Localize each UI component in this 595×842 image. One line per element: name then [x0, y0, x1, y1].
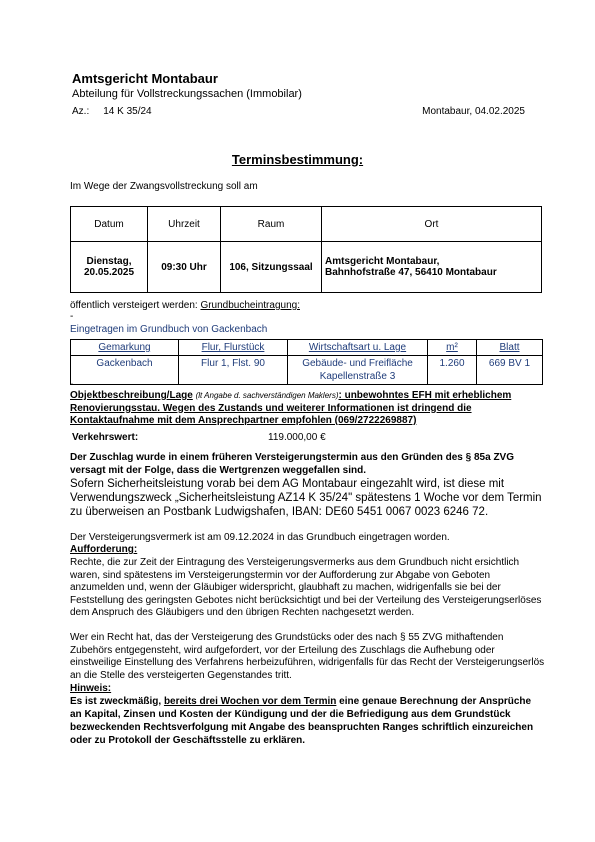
termin-date — [71, 242, 148, 293]
grundbuch-row — [71, 356, 543, 385]
page-title: Terminsbestimmung: — [231, 152, 364, 167]
header-blatt: Blatt — [477, 340, 543, 356]
hinweis-heading — [70, 683, 545, 696]
objektbeschreibung — [70, 390, 545, 428]
cell-flur: Flur 1, Flst. 90 — [179, 356, 288, 385]
termin-ort — [322, 242, 542, 293]
grundbuch-table — [70, 339, 543, 385]
vermerk-text: Der Versteigerungsvermerk ist am 09.12.2024 in das Grundbuch eingetragen worden. — [70, 532, 450, 543]
termin-header-row — [71, 207, 542, 242]
header-m2: m² — [428, 340, 477, 356]
verkehrswert-label: Verkehrswert: — [72, 432, 139, 443]
hinweis-title: Hinweis: — [70, 683, 112, 694]
date-value: 20.05.2025 — [83, 267, 135, 278]
aufforderung-title: Aufforderung: — [70, 544, 138, 555]
wirtschaftsart-type: Gebäude- und Freifläche — [302, 358, 413, 369]
cell-m2: 1.260 — [428, 356, 477, 385]
sicherheitsleistung-text: Sofern Sicherheitsleistung vorab bei dem AG Montabaur eingezahlt wird, ist diese mit Verwendungszweck „Sicherheitsleistung AZ14 K 35/24" spätestens 1 Woche vor dem Termin zu überweisen an Postbank Ludwigshafen, IBAN: DE60 5451 0067 0023 6246 72. — [70, 478, 542, 518]
header-gemarkung: Gemarkung — [71, 340, 179, 356]
date-weekday: Dienstag, — [86, 256, 132, 267]
aufforderung-heading — [70, 544, 545, 557]
az-label: Az.: — [72, 106, 90, 117]
zuschlag-text: Der Zuschlag wurde in einem früheren Versteigerungstermin aus den Gründen des § 85a ZVG versagt mit der Folge, dass die Wertgrenzen weggefallen sind. — [70, 452, 515, 476]
department: Abteilung für Vollstreckungssachen (Immobilar) — [72, 88, 302, 100]
cell-wirtschaftsart — [288, 356, 428, 385]
hinweis-pre: Es ist zweckmäßig, — [70, 696, 164, 707]
case-number — [72, 106, 152, 117]
ort-name: Amtsgericht Montabaur, — [325, 256, 440, 267]
termin-time: 09:30 Uhr — [148, 242, 221, 293]
separator-dot: - — [70, 311, 74, 322]
versteigert-line — [70, 300, 300, 311]
objekt-label: Objektbeschreibung/Lage — [70, 390, 193, 401]
header-raum: Raum — [221, 207, 322, 242]
grundbuch-header-row — [71, 340, 543, 356]
objekt-note: (lt Angabe d. sachverständigen Maklers) — [195, 391, 339, 400]
place-date: Montabaur, 04.02.2025 — [422, 106, 525, 117]
hinweis-post: eine genaue Berechnung der Ansprüche an Kapital, Zinsen und Kosten der Kündigung und der die Befriedigung aus dem Grundstück bezweckenden Rechtsverfolgung mit Angabe des beanspruchten Ranges schriftlich einzureichen oder zu Protokoll der Geschäftsstelle zu erklären. — [70, 696, 534, 746]
separator-dot-2: - — [70, 379, 74, 390]
header-ort: Ort — [322, 207, 542, 242]
termin-room: 106, Sitzungssaal — [221, 242, 322, 293]
hinweis-text — [70, 695, 545, 747]
header-flur: Flur, Flurstück — [179, 340, 288, 356]
termin-value-row — [71, 242, 542, 293]
hinweis-deadline: bereits drei Wochen vor dem Termin — [163, 696, 337, 707]
termin-table — [70, 206, 542, 293]
grundbucheintragung-label: Grundbucheintragung: — [200, 300, 300, 311]
cell-gemarkung: Gackenbach — [71, 356, 179, 385]
ort-address: Bahnhofstraße 47, 56410 Montabaur — [325, 267, 497, 278]
aufforderung-p1: Rechte, die zur Zeit der Eintragung des Versteigerungsvermerks aus dem Grundbuch nicht ersichtlich waren, sind spätestens im Versteigerungstermin vor der Aufforderung zur Abgabe von Geboten anzumelden und, wenn der Gläubiger widerspricht, glaubhaft zu machen, widrigenfalls sie bei der Feststellung des geringsten Gebotes nicht berücksichtigt und bei der Verteilung des Versteigerungserlöses dem Anspruch des Gläubigers und den übrigen Rechten nachgesetzt werden. — [70, 557, 542, 618]
header-wirtschaftsart: Wirtschaftsart u. Lage — [288, 340, 428, 356]
grundbuch-label: Eingetragen im Grundbuch von Gackenbach — [70, 324, 268, 335]
verkehrswert-value: 119.000,00 € — [268, 432, 326, 443]
court-name: Amtsgericht Montabaur — [72, 71, 218, 86]
aufforderung-p2: Wer ein Recht hat, das der Versteigerung des Grundstücks oder des nach § 55 ZVG mithaftenden Zubehörs entgegensteht, wird aufgefordert, vor der Erteilung des Zuschlags die Aufhebung oder einstweilige Einstellung des Verfahrens herbeizuführen, widrigenfalls für das Recht der Versteigerungserlös an die Stelle des versteigerten Gegenstandes tritt. — [70, 632, 545, 681]
wirtschaftsart-location: Kapellenstraße 3 — [319, 371, 396, 382]
versteigert-prefix: öffentlich versteigert werden: — [70, 300, 201, 311]
cell-blatt: 669 BV 1 — [477, 356, 543, 385]
header-uhrzeit: Uhrzeit — [148, 207, 221, 242]
intro-text: Im Wege der Zwangsvollstreckung soll am — [70, 181, 258, 192]
objekt-text: : unbewohntes EFH mit erheblichem Renovierungsstau. Wegen des Zustands und weiterer Informationen ist dringend die Kontaktaufnahme mit dem Ansprechpartner empfohlen (069/2722269887) — [70, 390, 512, 426]
az-number: 14 K 35/24 — [103, 106, 152, 117]
header-datum: Datum — [71, 207, 148, 242]
